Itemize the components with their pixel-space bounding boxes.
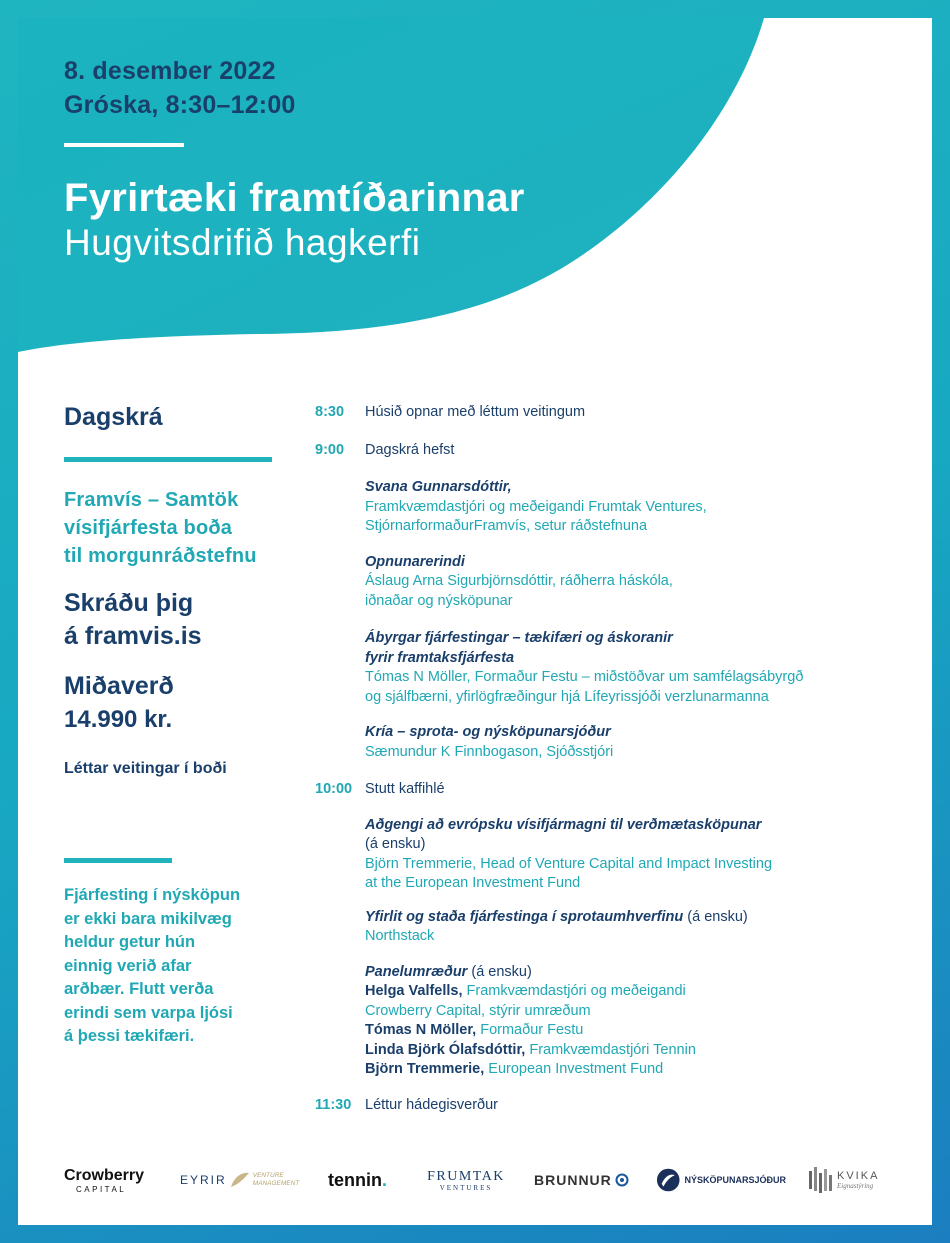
paragraph-line: á þessi tækifæri. bbox=[64, 1027, 195, 1045]
refreshments-note: Léttar veitingar í boði bbox=[64, 760, 227, 777]
session-title: Panelumræður bbox=[365, 963, 468, 980]
session-line: Northstack bbox=[365, 928, 435, 944]
kvika-text bbox=[837, 1170, 879, 1190]
session-note: (á ensku) bbox=[467, 963, 532, 980]
sponsor-logos bbox=[64, 1158, 894, 1202]
price-value: 14.990 kr. bbox=[64, 706, 173, 733]
frumtak-wordmark: FRUMTAK bbox=[427, 1168, 505, 1184]
frumtak-subtext: VENTURES bbox=[439, 1183, 493, 1192]
panel-line bbox=[365, 1060, 915, 1080]
session-note: (á ensku) bbox=[683, 908, 748, 925]
session-line: at the European Investment Fund bbox=[365, 875, 581, 891]
price-block bbox=[64, 670, 304, 736]
hero bbox=[64, 54, 764, 265]
agenda-item bbox=[315, 441, 915, 461]
nyskopunarsjodur-logo bbox=[656, 1158, 786, 1202]
paragraph-line: arðbær. Flutt verða bbox=[64, 980, 214, 998]
sidebar-intro bbox=[64, 486, 304, 570]
price-label: Miðaverð bbox=[64, 672, 174, 700]
sidebar-heading: Dagskrá bbox=[64, 403, 163, 431]
event-place-time: Gróska, 8:30–12:00 bbox=[64, 91, 296, 119]
panelist-name: Linda Björk Ólafsdóttir, bbox=[365, 1041, 526, 1058]
flyer-page bbox=[18, 18, 932, 1225]
panelist-role: Formaður Festu bbox=[476, 1022, 584, 1038]
panel-line bbox=[365, 1021, 915, 1041]
agenda-text: Stutt kaffihlé bbox=[365, 781, 445, 797]
session-line: StjórnarformaðurFramvís, setur ráðstefnuna bbox=[365, 518, 648, 534]
paragraph-line: er ekki bara mikilvæg bbox=[64, 909, 232, 928]
panel-line bbox=[365, 1041, 915, 1061]
sidebar-divider bbox=[64, 457, 272, 462]
panelist-name: Helga Valfells, bbox=[365, 983, 463, 999]
session-line: iðnaðar og nýsköpunar bbox=[365, 592, 513, 609]
panel-line: Crowberry Capital, stýrir umræðum bbox=[365, 1002, 591, 1019]
agenda-session bbox=[315, 723, 915, 762]
hero-divider bbox=[64, 143, 184, 147]
kvika-logo bbox=[808, 1158, 894, 1202]
session-title: Aðgengi að evrópsku vísifjármagni til verðmætasköpunar bbox=[365, 816, 762, 833]
panel-line bbox=[365, 982, 915, 1002]
paragraph-line: heldur getur hún bbox=[64, 933, 196, 951]
register-line: Skráðu þig bbox=[64, 589, 194, 617]
agenda-text: Dagskrá hefst bbox=[365, 441, 455, 458]
agenda-item bbox=[315, 780, 915, 800]
agenda-session bbox=[315, 553, 915, 612]
paragraph-line: einnig verið afar bbox=[64, 956, 192, 975]
tennin-logo bbox=[328, 1158, 398, 1202]
crowberry-wordmark: Crowberry bbox=[64, 1166, 145, 1184]
eyrir-sub2: MANAGEMENT bbox=[252, 1180, 300, 1187]
eyrir-logo bbox=[180, 1158, 300, 1202]
agenda-time: 10:00 bbox=[315, 781, 353, 797]
agenda-text: Léttur hádegisverður bbox=[365, 1096, 498, 1113]
session-title: Yfirlit og staða fjárfestinga í sprotaumhverfinu bbox=[365, 908, 684, 925]
event-title: Fyrirtæki framtíðarinnar bbox=[64, 176, 525, 220]
kvika-subtext: Eignastýring bbox=[837, 1182, 874, 1190]
session-line: Björn Tremmerie, Head of Venture Capital and Impact Investing bbox=[365, 855, 773, 872]
brunnur-wordmark: BRUNNUR bbox=[534, 1172, 612, 1188]
nsk-wordmark: NÝSKÖPUNARSJÓÐUR bbox=[684, 1175, 786, 1185]
agenda-item bbox=[315, 1096, 915, 1116]
session-title: Ábyrgar fjárfestingar – tækifæri og áskoranir bbox=[365, 630, 673, 646]
panelist-name: Björn Tremmerie, bbox=[365, 1061, 485, 1077]
agenda-time: 9:00 bbox=[315, 441, 345, 458]
session-title-line bbox=[365, 908, 915, 928]
event-subtitle: Hugvitsdrifið hagkerfi bbox=[64, 222, 421, 263]
intro-line: vísifjárfesta boða bbox=[64, 517, 233, 539]
intro-line: til morgunráðstefnu bbox=[64, 545, 257, 567]
agenda-session bbox=[315, 629, 915, 707]
paragraph-line: erindi sem varpa ljósi bbox=[64, 1003, 233, 1022]
agenda bbox=[315, 403, 915, 1115]
tennin-dot: . bbox=[382, 1169, 388, 1190]
eyrir-sub1: VENTURE bbox=[252, 1172, 284, 1179]
eyrir-wordmark: EYRIR bbox=[180, 1173, 227, 1187]
session-line: Sæmundur K Finnbogason, Sjóðsstjóri bbox=[365, 743, 614, 760]
session-title: Opnunarerindi bbox=[365, 553, 465, 570]
session-note: (á ensku) bbox=[365, 836, 426, 852]
session-title-line bbox=[365, 963, 915, 983]
agenda-item bbox=[315, 403, 915, 423]
agenda-session bbox=[315, 963, 915, 1080]
frumtak-logo bbox=[424, 1158, 508, 1202]
sidebar bbox=[64, 402, 304, 1049]
eyrir-subtext bbox=[253, 1172, 300, 1188]
session-line: Áslaug Arna Sigurbjörnsdóttir, ráðherra háskóla, bbox=[365, 573, 673, 589]
crowberry-subtext: CAPITAL bbox=[76, 1184, 127, 1194]
crowberry-logo bbox=[64, 1158, 144, 1202]
sidebar-paragraph bbox=[64, 884, 304, 1049]
session-line: Tómas N Möller, Formaður Festu – miðstöðvar um samfélagsábyrgð bbox=[365, 669, 804, 685]
session-title: Svana Gunnarsdóttir, bbox=[365, 479, 512, 495]
panelist-role: European Investment Fund bbox=[484, 1061, 664, 1077]
event-date: 8. desember 2022 bbox=[64, 57, 276, 85]
session-title: fyrir framtaksfjárfesta bbox=[365, 649, 515, 666]
kvika-bars-icon bbox=[808, 1165, 834, 1195]
panelist-role: Framkvæmdastjóri og meðeigandi bbox=[462, 983, 686, 999]
agenda-text: Húsið opnar með léttum veitingum bbox=[365, 404, 586, 420]
tennin-wordmark: tennin bbox=[328, 1169, 382, 1190]
sidebar-divider-2 bbox=[64, 858, 172, 863]
session-line: og sjálfbærni, yfirlögfræðingur hjá Lífeyrissjóði verzlunarmanna bbox=[365, 688, 769, 705]
eyrir-leaf-icon bbox=[229, 1169, 251, 1191]
paragraph-line: Fjárfesting í nýsköpun bbox=[64, 886, 241, 904]
register-link[interactable]: á framvis.is bbox=[64, 622, 202, 650]
brunnur-logo bbox=[534, 1158, 634, 1202]
kvika-wordmark: KVIKA bbox=[837, 1170, 880, 1182]
panelist-role: Framkvæmdastjóri Tennin bbox=[525, 1041, 696, 1058]
agenda-session bbox=[315, 478, 915, 537]
agenda-session bbox=[315, 908, 915, 947]
agenda-time: 11:30 bbox=[315, 1096, 352, 1113]
panelist-name: Tómas N Möller, bbox=[365, 1022, 477, 1038]
agenda-time: 8:30 bbox=[315, 404, 345, 420]
session-title: Kría – sprota- og nýsköpunarsjóður bbox=[365, 724, 611, 740]
agenda-session bbox=[315, 816, 915, 894]
brunnur-circle-icon bbox=[615, 1173, 629, 1187]
session-line: Framkvæmdastjóri og meðeigandi Frumtak Ventures, bbox=[365, 498, 707, 515]
intro-line: Framvís – Samtök bbox=[64, 489, 239, 511]
nsk-emblem-icon bbox=[656, 1167, 680, 1193]
register-call bbox=[64, 587, 304, 653]
